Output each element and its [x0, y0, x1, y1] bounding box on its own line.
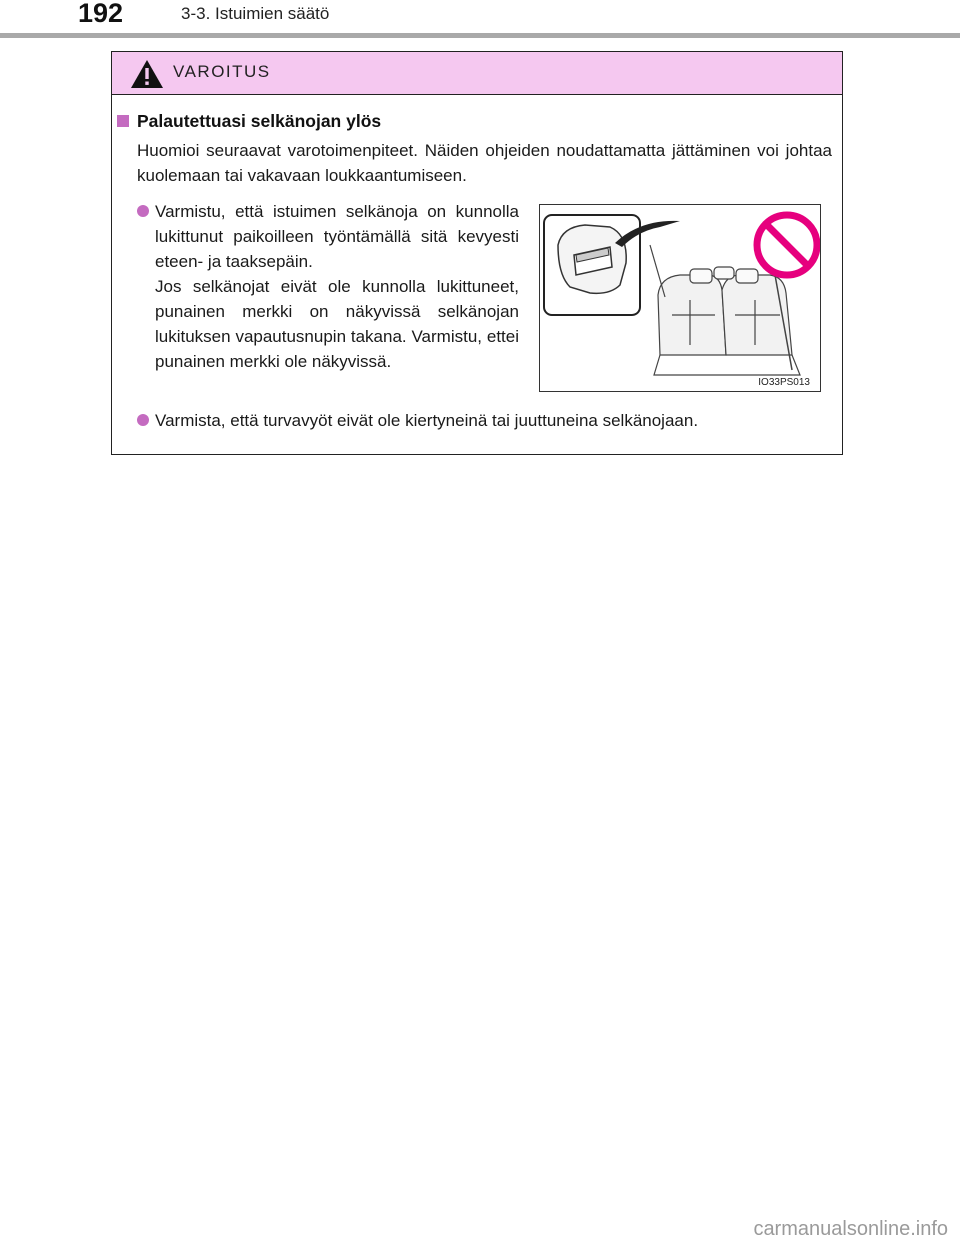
warning-header [112, 52, 842, 95]
illustration-code: IO33PS013 [758, 377, 810, 388]
bullet-1-extra: Jos selkänojat eivät ole kunnolla lukittuneet, punainen merkki on näkyvissä selkänojan lukituksen vapautusnupin takana. Varmistu, ettei punainen merkki ole näkyvissä. [155, 277, 519, 371]
warning-triangle-icon [130, 59, 164, 89]
seat-illustration [539, 204, 821, 392]
bullet-item-1 [155, 199, 519, 374]
header-rule [0, 33, 960, 38]
warning-box [111, 51, 843, 455]
bullet-item-2 [155, 408, 835, 433]
bullet-1-text: Varmistu, että istuimen selkänoja on kunnolla lukittunut paikoilleen työntämällä sitä kevyesti eteen- ja taaksepäin. [155, 202, 519, 271]
watermark: carmanualsonline.info [753, 1218, 948, 1240]
bullet-dot-icon [137, 414, 149, 426]
section-title: 3-3. Istuimien säätö [181, 4, 330, 23]
warning-subheading-text: Palautettuasi selkänojan ylös [137, 111, 382, 131]
warning-subheading [117, 111, 381, 132]
warning-intro: Huomioi seuraavat varotoimenpiteet. Näiden ohjeiden noudattamatta jättäminen voi johtaa kuolemaan tai vakavaan loukkaantumiseen. [137, 141, 832, 185]
warning-label: VAROITUS [173, 62, 271, 81]
bullet-dot-icon [137, 205, 149, 217]
square-bullet-icon [117, 115, 129, 127]
page-number: 192 [78, 0, 124, 28]
rear-seat-image [540, 205, 820, 391]
bullet-2-text: Varmista, että turvavyöt eivät ole kiertyneinä tai juuttuneina selkänojaan. [155, 411, 699, 430]
